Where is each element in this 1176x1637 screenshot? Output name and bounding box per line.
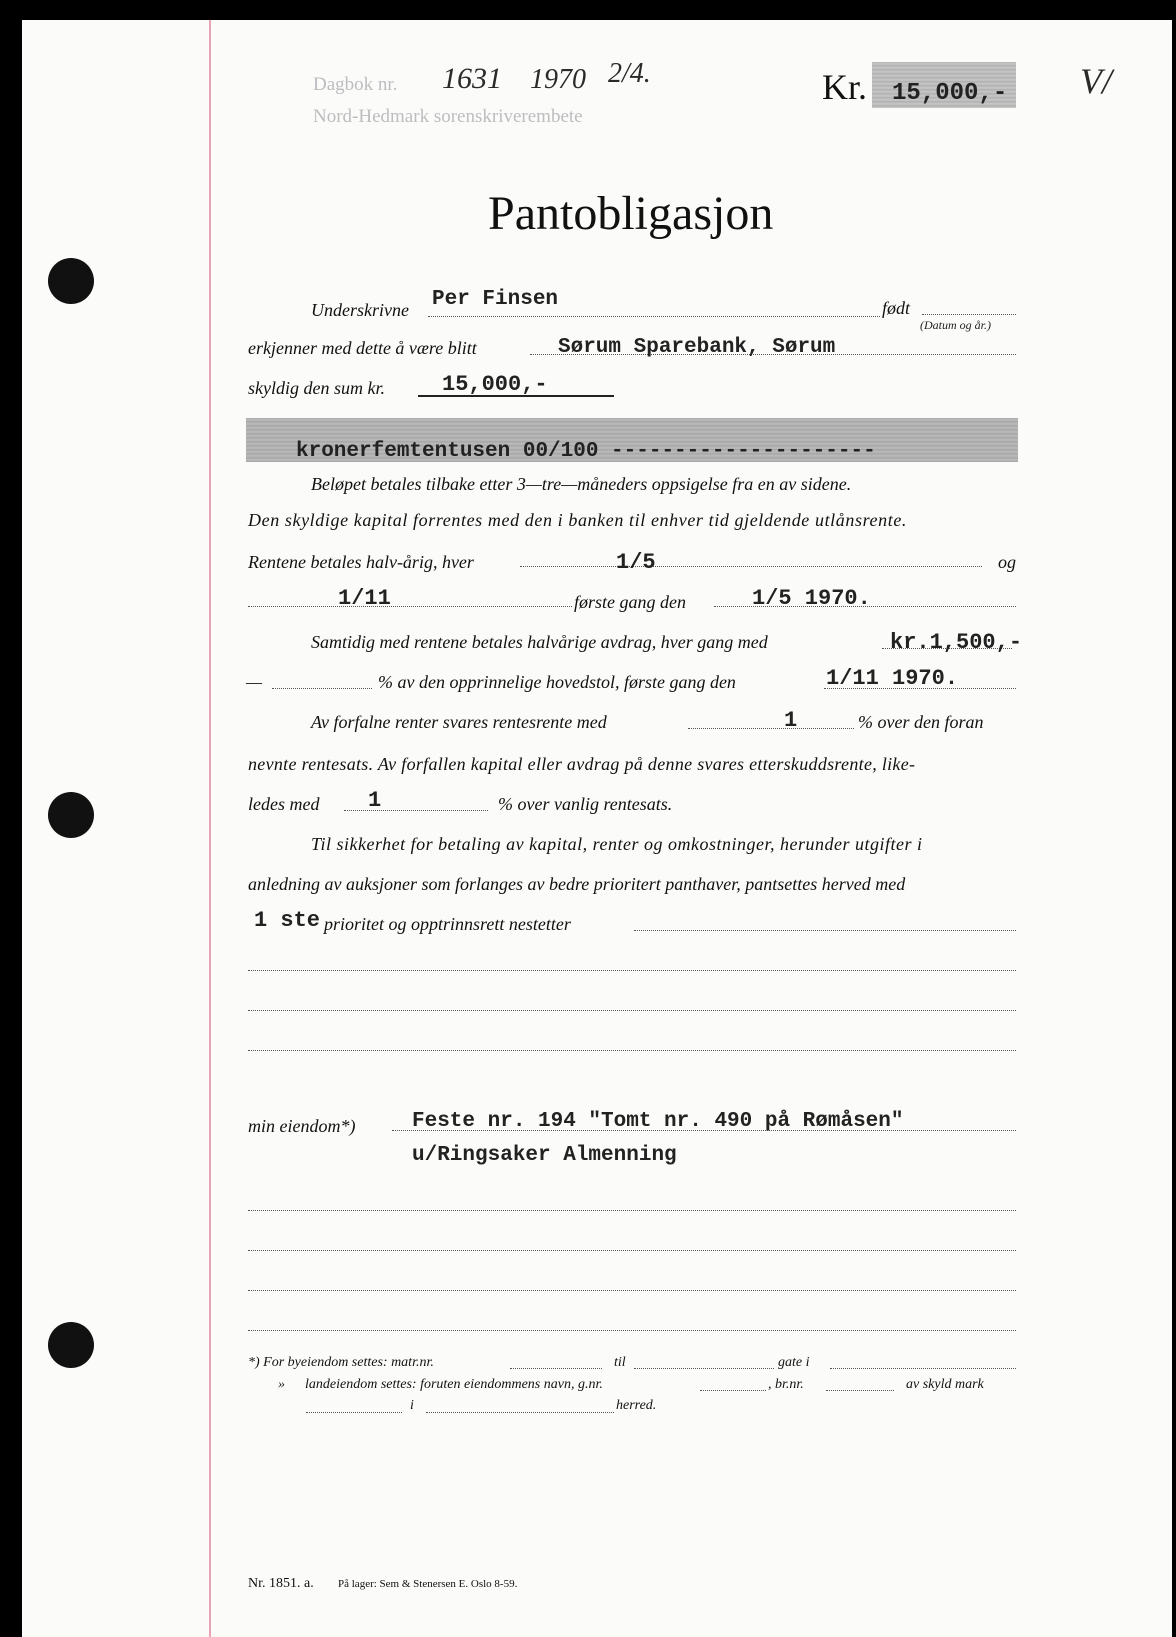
ledes-value: 1 xyxy=(368,788,382,813)
footnote-til: til xyxy=(614,1355,626,1370)
skyldig-label: skyldig den sum kr. xyxy=(248,378,385,398)
rentene-date1: 1/5 xyxy=(616,550,656,575)
fodt-dots xyxy=(922,314,1016,315)
prioritet-dots xyxy=(634,930,1016,931)
sum-value: 15,000,- xyxy=(442,372,548,397)
nevnte-line: nevnte rentesats. Av forfallen kapital eller avdrag på denne svares etterskuddsrente, like- xyxy=(248,754,916,774)
date-note: 2/4. xyxy=(608,58,651,89)
form-number: Nr. 1851. a. xyxy=(248,1576,314,1591)
document-title: Pantobligasjon xyxy=(488,187,774,240)
amount-words: kronerfemtentusen 00/100 --------------------- xyxy=(296,440,876,463)
document-sheet xyxy=(22,20,1172,1637)
prioritet-value: 1 ste xyxy=(254,908,321,933)
ledes-dots xyxy=(344,810,488,811)
rentene-dots xyxy=(520,566,982,567)
kr-amount: 15,000,- xyxy=(892,80,1008,107)
footnote-byeiendom: *) For byeiendom settes: matr.nr. xyxy=(248,1355,434,1370)
punch-hole-middle xyxy=(48,792,94,838)
kr-label: Kr. xyxy=(822,67,867,107)
eiendom-label: min eiendom*) xyxy=(248,1116,356,1136)
vanlig-label: % over vanlig rentesats. xyxy=(498,794,673,814)
footnote-herred: herred. xyxy=(616,1398,657,1413)
margin-line xyxy=(209,20,211,1637)
footnote-herred-dots xyxy=(426,1412,614,1413)
dagbok-label: Dagbok nr. xyxy=(313,74,398,95)
footnote-skyld: av skyld mark xyxy=(906,1377,984,1392)
footnote-brnr-dots xyxy=(826,1390,894,1391)
blank-line-2 xyxy=(248,1010,1016,1011)
underskrivne-dots xyxy=(428,316,880,317)
forfalne-dots xyxy=(688,728,854,729)
footnote-mark-dots xyxy=(306,1412,402,1413)
underskrivne-label: Underskrivne xyxy=(311,300,409,320)
forfalne-label: Av forfalne renter svares rentesrente med xyxy=(311,712,607,732)
avdrag-value: kr.1,500,- xyxy=(890,630,1023,655)
dagbok-year: 1970 xyxy=(530,64,586,95)
footnote-bullet: » xyxy=(278,1377,285,1392)
footnote-gnr-dots xyxy=(700,1390,766,1391)
date2-dots xyxy=(248,606,572,607)
anledning-line: anledning av auksjoner som forlanges av bedre prioritert panthaver, pantsettes herved med xyxy=(248,874,906,894)
tilbake-line: Beløpet betales tilbake etter 3—tre—måneders oppsigelse fra en av sidene. xyxy=(311,474,852,494)
rentene-label: Rentene betales halv-årig, hver xyxy=(248,552,474,572)
forste-gang-value: 1/5 1970. xyxy=(752,586,871,611)
publisher-info: På lager: Sem & Stenersen E. Oslo 8-59. xyxy=(338,1578,518,1590)
hovedstol-value: 1/11 1970. xyxy=(826,666,959,691)
blank-line-5 xyxy=(248,1250,1016,1251)
punch-hole-top xyxy=(48,258,94,304)
blank-line-6 xyxy=(248,1290,1016,1291)
footnote-landeiendom: landeiendom settes: foruten eiendommens navn, g.nr. xyxy=(305,1377,603,1392)
corner-check-mark: V/ xyxy=(1080,61,1112,101)
eiendom-line1: Feste nr. 194 "Tomt nr. 490 på Rømåsen" xyxy=(412,1110,904,1133)
rentene-date2: 1/11 xyxy=(338,586,391,611)
office-stamp: Nord-Hedmark sorenskriverembete xyxy=(313,106,583,127)
over-foran-label: % over den foran xyxy=(858,712,984,732)
footnote-gate: gate i xyxy=(778,1355,810,1370)
footnote-til-dots xyxy=(634,1368,774,1369)
dash-prefix: — xyxy=(246,672,263,692)
percent-dots xyxy=(272,688,372,689)
blank-line-4 xyxy=(248,1210,1016,1211)
og-label: og xyxy=(998,552,1016,572)
kapital-line: Den skyldige kapital forrentes med den i banken til enhver tid gjeldende utlånsrente. xyxy=(248,510,908,530)
footnote-gate-dots xyxy=(830,1368,1016,1369)
forfalne-value: 1 xyxy=(784,708,798,733)
footnote-i: i xyxy=(410,1398,414,1413)
fodt-label: født xyxy=(882,298,911,318)
blank-line-7 xyxy=(248,1330,1016,1331)
ledes-label: ledes med xyxy=(248,794,320,814)
datum-note: (Datum og år.) xyxy=(920,318,991,332)
prioritet-label: prioritet og opptrinnsrett nestetter xyxy=(324,914,571,934)
erkjenner-label: erkjenner med dette å være blitt xyxy=(248,338,477,358)
blank-line-3 xyxy=(248,1050,1016,1051)
footnote-brnr: , br.nr. xyxy=(768,1377,804,1392)
creditor-value: Sørum Sparebank, Sørum xyxy=(558,336,836,359)
hovedstol-label: % av den opprinnelige hovedstol, første gang den xyxy=(378,672,736,692)
footnote-matr-dots xyxy=(510,1368,602,1369)
dagbok-number: 1631 xyxy=(442,62,502,95)
punch-hole-bottom xyxy=(48,1322,94,1368)
blank-line-1 xyxy=(248,970,1016,971)
eiendom-line2: u/Ringsaker Almenning xyxy=(412,1144,677,1167)
underskrivne-value: Per Finsen xyxy=(432,288,559,311)
samtidig-label: Samtidig med rentene betales halvårige avdrag, hver gang med xyxy=(311,632,768,652)
forste-gang-label: første gang den xyxy=(574,592,686,612)
sikkerhet-line: Til sikkerhet for betaling av kapital, renter og omkostninger, herunder utgifter i xyxy=(311,834,923,854)
